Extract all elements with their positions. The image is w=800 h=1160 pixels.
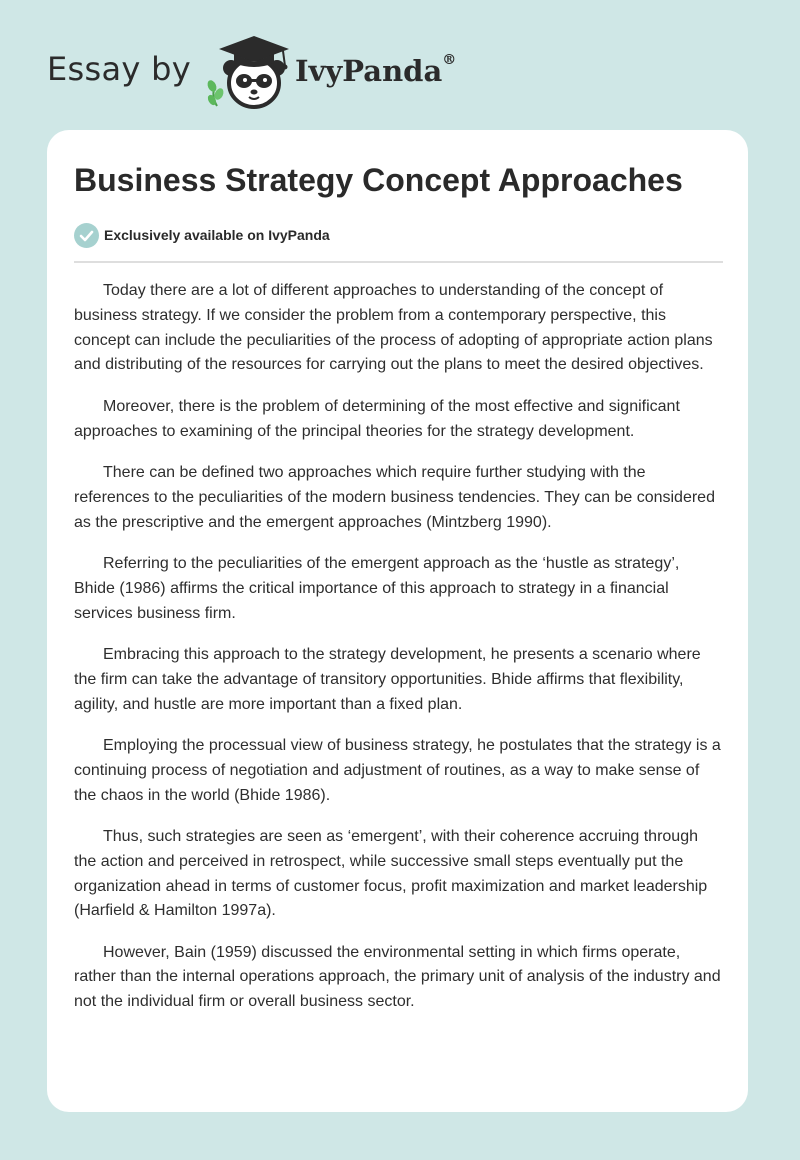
badge-text: Exclusively available on IvyPanda (104, 227, 330, 243)
paragraph: There can be defined two approaches which require further studying with the references to the peculiarities of the modern business tendencies. They can be considered as the prescriptive and the emergent approaches (Mintzberg 1990). (74, 463, 715, 531)
paragraph: Moreover, there is the problem of determining of the most effective and significant approaches to examining of the principal theories for the strategy development. (74, 397, 680, 440)
paragraph: Referring to the peculiarities of the emergent approach as the ‘hustle as strategy’, Bhide (1986) affirms the critical importance of this approach to strategy in a financial services business firm. (74, 554, 680, 622)
divider (74, 261, 723, 263)
exclusive-badge (74, 222, 330, 248)
paragraph: Embracing this approach to the strategy development, he presents a scenario where the firm can take the advantage of transitory opportunities. Bhide affirms that flexibility, agility, and hustle are more important than a fixed plan. (74, 645, 701, 713)
essay-body (74, 279, 724, 1032)
paragraph: Thus, such strategies are seen as ‘emergent’, with their coherence accruing through the action and perceived in retrospect, while successive small steps eventually put the organization ahead in terms of customer focus, profit maximization and market leadership (Harfield & Hamilton 1997a). (74, 827, 708, 920)
paragraph: Today there are a lot of different approaches to understanding of the concept of business strategy. If we consider the problem from a contemporary perspective, this concept can include the peculiarities of the process of adopting of appropriate action plans and distributing of the resources for carrying out the plans to meet the desired objectives. (74, 282, 713, 374)
registered-mark: ® (442, 52, 457, 68)
brand-name-text: IvyPanda (295, 54, 443, 88)
panda-logo-icon (203, 34, 295, 110)
paragraph: Employing the processual view of business strategy, he postulates that the strategy is a continuing process of negotiation and adjustment of routines, as a way to make sense of the chaos in the world (Bhide 1986). (74, 736, 721, 804)
page-title: Business Strategy Concept Approaches (74, 162, 683, 198)
paragraph: However, Bain (1959) discussed the environmental setting in which firms operate, rather than the internal operations approach, the primary unit of analysis of the industry and not the individual firm or overall business sector. (74, 943, 721, 1011)
check-circle-icon (74, 223, 99, 248)
essay-by-label: Essay by (47, 50, 191, 88)
site-header (47, 34, 487, 110)
essay-card (47, 130, 748, 1112)
brand-name[interactable] (295, 54, 456, 88)
